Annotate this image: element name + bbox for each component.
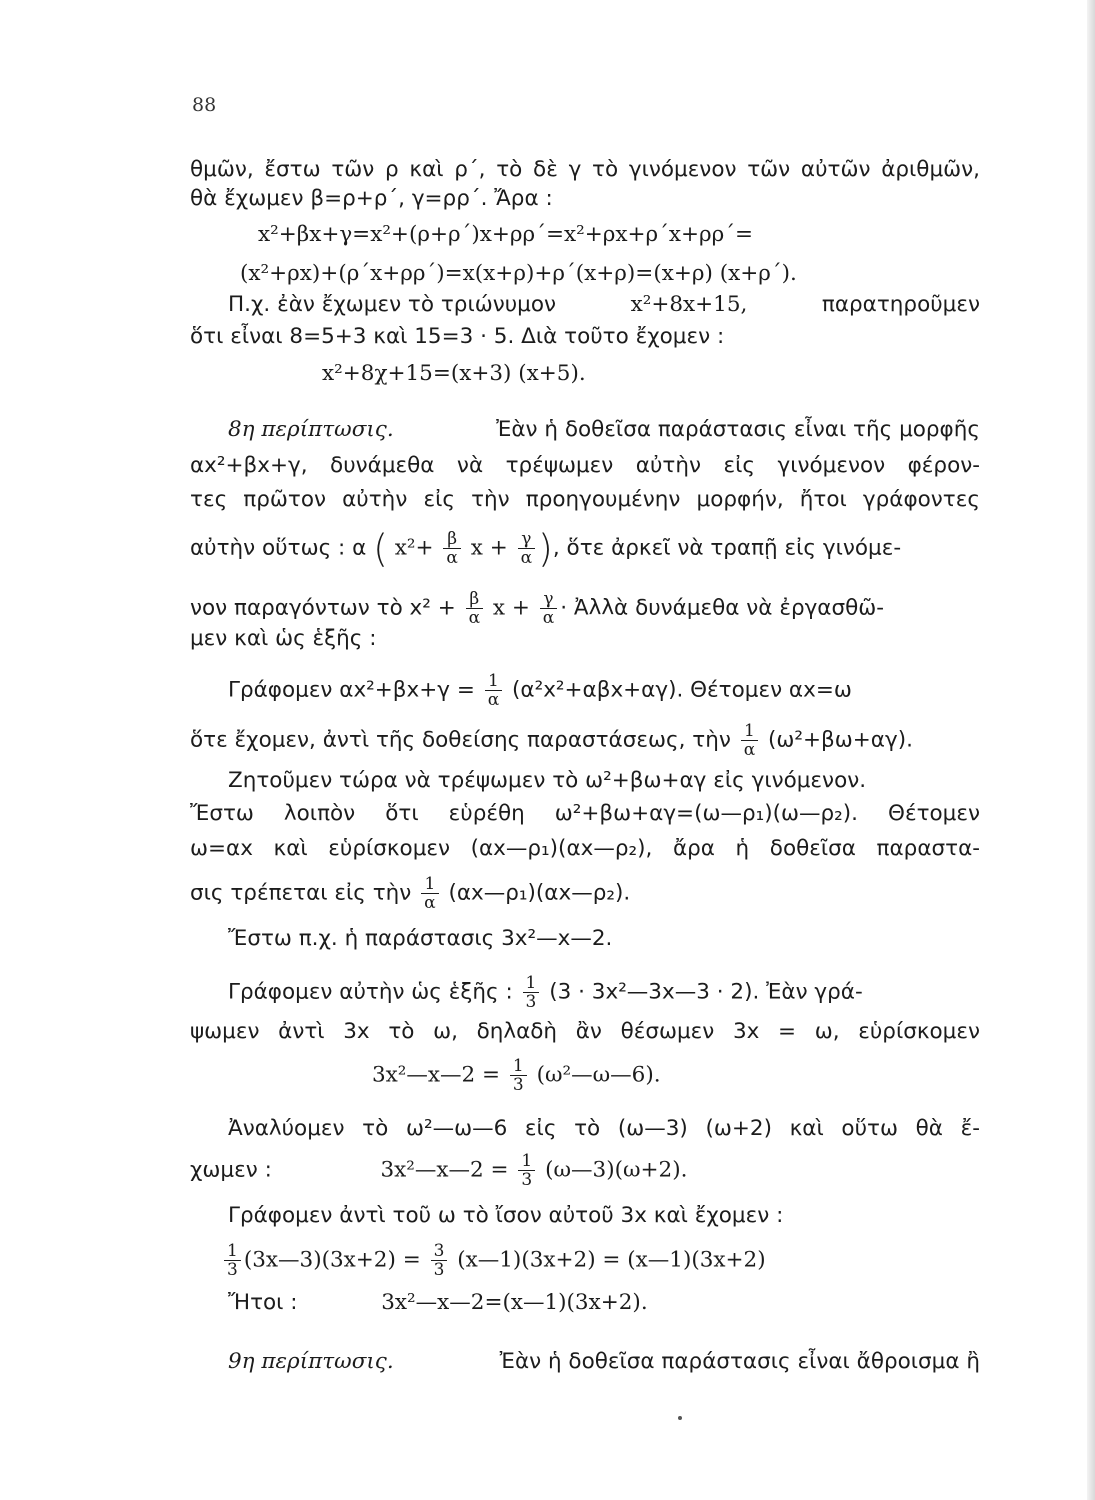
equation-25-left: 3x²—x—2 =	[380, 1157, 509, 1183]
fraction-gamma-alpha-2: $\frac{\gamma}{\alpha}$	[540, 590, 557, 627]
text-line-17: Ἔστω λοιπὸν ὅτι εὑρέθη ω²+βω+αγ=(ω—ρ₁)(ω—ρ₂). Θέτομεν	[190, 801, 980, 826]
text-line-15	[190, 722, 913, 759]
text-line-21-end: (3 · 3x²—3x—3 · 2). Ἐὰν γρά-	[549, 979, 863, 1005]
page-speck	[678, 1416, 682, 1420]
fraction-beta-alpha: $\frac{\beta}{\alpha}$	[443, 530, 460, 567]
fraction-beta-alpha-2: $\frac{\beta}{\alpha}$	[466, 590, 483, 627]
text-line-15-start: ὅτε ἔχομεν, ἀντὶ τῆς δοθείσης παραστάσεως, τὴν	[190, 727, 731, 753]
equation-expansion-2: (x²+ρx)+(ρ΄x+ρρ΄)=x(x+ρ)+ρ΄(x+ρ)=(x+ρ) (x+ρ΄).	[240, 261, 797, 286]
text-line-20: Ἔστω π.χ. ἡ παράστασις 3x²—x—2.	[228, 926, 613, 951]
text-line-19	[190, 875, 630, 912]
fraction-one-alpha-3: $\frac{1}{\alpha}$	[421, 875, 438, 912]
text-line-11	[190, 526, 902, 571]
text-line-12	[190, 590, 884, 627]
text-line-14-end: (α²x²+αβx+αγ). Θέτομεν αx=ω	[512, 677, 852, 703]
x-plus: x +	[470, 535, 508, 561]
example-trinomial: x²+8x+15,	[630, 292, 748, 317]
equation-27-left: (3x—3)(3x+2) =	[243, 1247, 421, 1273]
text-line-24: Ἀναλύομεν τὸ ω²—ω—6 εἰς τὸ (ω—3) (ω+2) καὶ οὕτω θὰ ἔ-	[228, 1116, 980, 1141]
text-line-13: μεν καὶ ὡς ἑξῆς :	[190, 626, 377, 651]
fraction-one-three: $\frac{1}{3}$	[523, 974, 540, 1011]
case-9-heading-line	[228, 1348, 980, 1376]
text-line-19-end: (αx—ρ₁)(αx—ρ₂).	[448, 880, 631, 906]
close-paren: )	[538, 526, 553, 571]
text-line-15-end: (ω²+βω+αγ).	[768, 727, 913, 753]
example-intro: Π.χ. ἐὰν ἔχωμεν τὸ τριώνυμον	[228, 292, 557, 317]
case-9-heading: 9η περίπτωσις.	[228, 1349, 394, 1374]
text-line-11-start: αὐτὴν οὕτως : α	[190, 535, 367, 561]
text-line-18: ω=αx καὶ εὑρίσκομεν (αx—ρ₁)(αx—ρ₂), ἄρα ἡ δοθεῖσα παραστα-	[190, 836, 980, 861]
text-line-14	[228, 672, 852, 709]
fraction-one-three-3: $\frac{1}{3}$	[518, 1152, 535, 1189]
text-line-19-start: σις τρέπεται εἰς τὴν	[190, 880, 412, 906]
text-line-21-start: Γράφομεν αὐτὴν ὡς ἑξῆς :	[228, 979, 513, 1005]
page-number: 88	[192, 94, 217, 116]
text-line-21	[228, 974, 863, 1011]
page-edge-shadow	[1087, 0, 1095, 1500]
x-squared-plus: x²+	[394, 535, 434, 561]
equation-example-result: x²+8χ+15=(x+3) (x+5).	[322, 361, 586, 386]
text-line-28	[228, 1289, 648, 1317]
text-line-14-start: Γράφομεν αx²+βx+γ =	[228, 677, 475, 703]
text-line-1: θμῶν, ἔστω τῶν ρ καὶ ρ΄, τὸ δὲ γ τὸ γινόμενον τῶν αὐτῶν ἀριθμῶν,	[190, 157, 980, 182]
text-line-12-start: νον παραγόντων τὸ x² +	[190, 595, 456, 621]
case-8-heading-line	[228, 416, 980, 444]
equation-line-23	[372, 1057, 661, 1094]
case-8-intro: Ἐὰν ἡ δοθεῖσα παράστασις εἶναι τῆς μορφῆς	[496, 417, 980, 442]
text-line-10: τες πρῶτον αὐτὴν εἰς τὴν προηγουμένην μορφήν, ἤτοι γράφοντες	[190, 487, 980, 512]
equation-25-right: (ω—3)(ω+2).	[545, 1157, 688, 1183]
fraction-one-three-2: $\frac{1}{3}$	[510, 1057, 527, 1094]
equation-23-left: 3x²—x—2 =	[372, 1062, 501, 1088]
text-line-16: Ζητοῦμεν τώρα νὰ τρέψωμεν τὸ ω²+βω+αγ εἰς γινόμενον.	[228, 768, 867, 793]
open-paren: (	[373, 526, 388, 571]
fraction-gamma-alpha: $\frac{\gamma}{\alpha}$	[518, 530, 535, 567]
case-9-intro: Ἐὰν ἡ δοθεῖσα παράστασις εἶναι ἄθροισμα ἢ	[499, 1349, 980, 1374]
text-line-9: αx²+βx+γ, δυνάμεθα νὰ τρέψωμεν αὐτὴν εἰς γινόμενον φέρον-	[190, 453, 980, 478]
text-line-28-start: Ἤτοι :	[228, 1290, 298, 1315]
fraction-one-alpha: $\frac{1}{\alpha}$	[485, 672, 502, 709]
text-line-6: ὅτι εἶναι 8=5+3 καὶ 15=3 · 5. Διὰ τοῦτο ἔχομεν :	[190, 324, 725, 349]
text-line-25	[190, 1152, 687, 1189]
text-line-11-end: , ὅτε ἀρκεῖ νὰ τραπῇ εἰς γινόμε-	[552, 535, 902, 561]
case-8-heading: 8η περίπτωσις.	[228, 417, 394, 442]
text-line-12-end: · Ἀλλὰ δυνάμεθα νὰ ἐργασθῶ-	[560, 595, 885, 621]
text-line-26: Γράφομεν ἀντὶ τοῦ ω τὸ ἴσον αὐτοῦ 3x καὶ ἔχομεν :	[228, 1203, 784, 1228]
text-line-2: θὰ ἔχωμεν β=ρ+ρ΄, γ=ρρ΄. Ἄρα :	[190, 186, 553, 211]
text-line-22: ψωμεν ἀντὶ 3x τὸ ω, δηλαδὴ ἂν θέσωμεν 3x = ω, εὑρίσκομεν	[190, 1019, 980, 1044]
x-plus-2: x +	[492, 595, 530, 621]
equation-27-right: (x—1)(3x+2) = (x—1)(3x+2)	[457, 1247, 766, 1273]
equation-28: 3x²—x—2=(x—1)(3x+2).	[381, 1290, 648, 1315]
fraction-one-three-4: $\frac{1}{3}$	[224, 1242, 241, 1279]
text-line-example	[228, 291, 980, 319]
fraction-one-alpha-2: $\frac{1}{\alpha}$	[741, 722, 758, 759]
equation-line-27	[224, 1242, 766, 1279]
text-line-25-start: χωμεν :	[190, 1157, 272, 1183]
example-observe: παρατηροῦμεν	[821, 292, 980, 317]
fraction-three-three: $\frac{3}{3}$	[431, 1242, 448, 1279]
equation-expansion-1: x²+βx+γ=x²+(ρ+ρ΄)x+ρρ΄=x²+ρx+ρ΄x+ρρ΄=	[258, 222, 754, 247]
equation-23-right: (ω²—ω—6).	[536, 1062, 661, 1088]
